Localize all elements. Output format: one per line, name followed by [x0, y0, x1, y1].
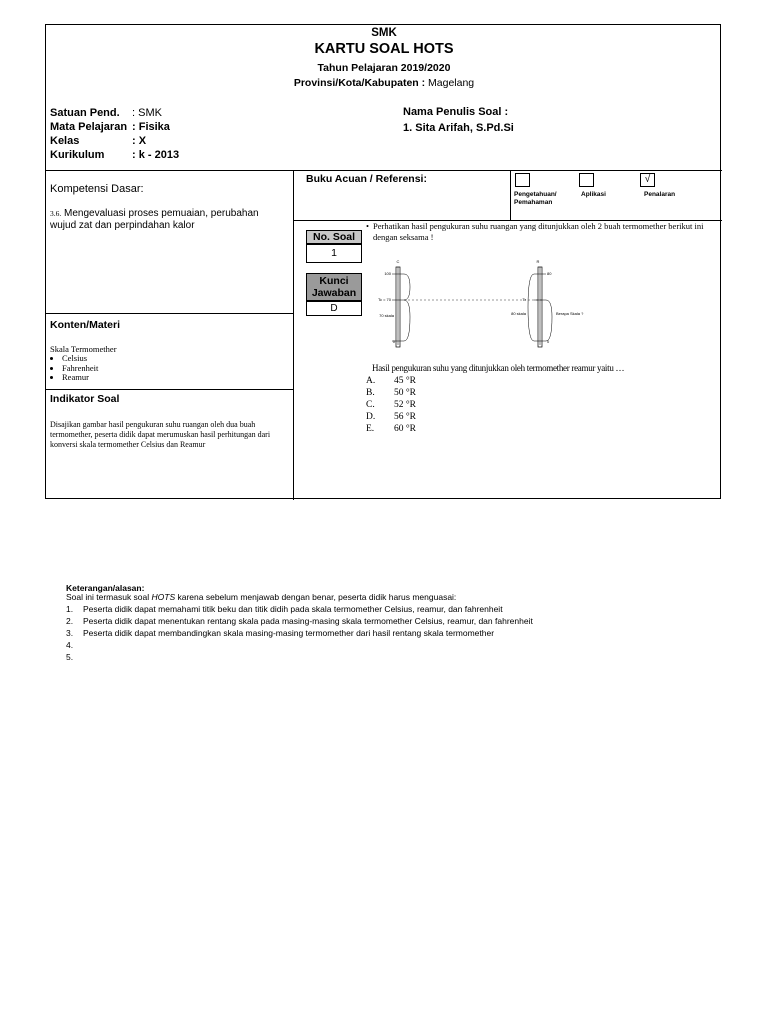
list-item — [66, 603, 533, 615]
celsius-label: C — [396, 259, 400, 264]
option-letter: D. — [366, 412, 376, 422]
option-letter: A. — [366, 376, 376, 386]
question-card — [45, 24, 721, 499]
konten-title: Skala Termomether — [50, 344, 117, 354]
option-letter: B. — [366, 388, 375, 398]
item-number: 4. — [66, 640, 74, 650]
meta-value: : X — [132, 135, 147, 147]
list-item — [66, 651, 533, 663]
option-d[interactable] — [366, 411, 416, 423]
kunci-value: D — [306, 301, 362, 316]
option-b[interactable] — [366, 387, 416, 399]
option-letter: E. — [366, 424, 375, 434]
option-text: 50 °R — [394, 388, 417, 398]
meta-row — [50, 120, 179, 134]
meta-label: Mata Pelajaran — [50, 121, 128, 133]
card-title: KARTU SOAL HOTS — [314, 41, 454, 57]
reamur-bottom-label: 0 — [547, 339, 550, 344]
question-prompt: Hasil pengukuran suhu yang ditunjukkan oleh termomether reamur yaitu … — [372, 363, 625, 373]
option-text: 45 °R — [394, 376, 417, 386]
meta-label: Kelas — [50, 135, 80, 147]
keterangan-intro — [66, 592, 456, 603]
meta-label: Kurikulum — [50, 149, 105, 161]
list-item — [66, 627, 533, 639]
level-checkbox-penalaran[interactable]: √ — [640, 173, 655, 187]
kd-body — [50, 208, 285, 232]
keterangan-intro-pre: Soal ini termasuk soal — [66, 592, 152, 602]
celsius-mark-label: Tc = 70 — [377, 297, 391, 302]
author-value: 1. Sita Arifah, S.Pd.Si — [403, 122, 514, 134]
figure-question-label: Berapa Skala ? — [556, 311, 584, 316]
reamur-mark-label: Tr — [522, 297, 526, 302]
item-text: Peserta didik dapat membandingkan skala masing-masing termomether dari hasil rentang skala termomether — [83, 628, 495, 638]
item-text: Peserta didik dapat menentukan rentang skala pada masing-masing skala termomether Celsius, reamur, dan fahrenheit — [83, 616, 533, 626]
item-text: Peserta didik dapat memahami titik beku dan titik didih pada skala termomether Celsius, reamur, dan fahrenheit — [83, 604, 503, 614]
divider-konten — [46, 313, 293, 314]
question-intro — [366, 221, 718, 243]
option-letter: C. — [366, 400, 375, 410]
keterangan-intro-em: HOTS — [151, 592, 176, 602]
list-item: • Celsius — [62, 354, 98, 364]
region-value: Magelang — [425, 77, 475, 89]
kunci-label: Kunci Jawaban — [306, 273, 362, 301]
item-number: 5. — [66, 652, 74, 662]
konten-list — [48, 354, 98, 383]
region-line — [46, 77, 722, 89]
thermometer-figure — [366, 257, 584, 349]
reamur-top-label: 80 — [547, 271, 552, 276]
answer-options — [366, 375, 416, 435]
konten-heading: Konten/Materi — [50, 319, 121, 331]
divider-indikator — [46, 389, 293, 390]
level-checkbox-aplikasi[interactable] — [579, 173, 594, 187]
kd-heading: Kompetensi Dasar: — [50, 183, 144, 195]
meta-row — [50, 134, 179, 148]
meta-value: : k - 2013 — [132, 149, 180, 161]
option-a[interactable] — [366, 375, 416, 387]
item-number: 2. — [66, 616, 74, 626]
bullet-icon: • — [366, 221, 369, 231]
reamur-label: R — [536, 259, 540, 264]
option-c[interactable] — [366, 399, 416, 411]
buku-heading: Buku Acuan / Referensi: — [306, 173, 427, 185]
list-item — [66, 639, 533, 651]
option-e[interactable] — [366, 423, 416, 435]
item-number: 1. — [66, 604, 74, 614]
meta-row — [50, 106, 179, 120]
option-text: 56 °R — [394, 412, 417, 422]
meta-row — [50, 148, 179, 162]
meta-value: : Fisika — [132, 121, 170, 133]
list-item — [66, 615, 533, 627]
celsius-top-label: 100 — [384, 271, 391, 276]
option-text: 60 °R — [394, 424, 417, 434]
author-label: Nama Penulis Soal : — [403, 106, 509, 118]
reamur-span-label: 80 skala — [511, 311, 526, 316]
list-item: • Fahrenheit — [62, 364, 98, 374]
level-label-pengetahuan: Pengetahuan/ Pemahaman — [514, 191, 557, 206]
school-name: SMK — [371, 27, 397, 39]
meta-label: Satuan Pend. — [50, 107, 120, 119]
level-label-penalaran: Penalaran — [644, 191, 676, 198]
kd-number: 3.6. — [50, 209, 62, 218]
divider-levels — [510, 170, 511, 220]
region-label: Provinsi/Kota/Kabupaten : — [293, 77, 426, 89]
option-text: 52 °R — [394, 400, 417, 410]
item-number: 3. — [66, 628, 74, 638]
meta-value: : SMK — [132, 107, 162, 119]
keterangan-heading: Keterangan/alasan: — [66, 583, 145, 593]
keterangan-intro-post: karena sebelum menjawab dengan benar, peserta didik harus menguasai: — [175, 592, 457, 602]
list-item: • Reamur — [62, 373, 98, 383]
celsius-span-label: 70 skala — [379, 313, 394, 318]
no-soal-value: 1 — [306, 244, 362, 263]
meta-table — [50, 106, 179, 162]
indikator-text: Disajikan gambar hasil pengukuran suhu ruangan oleh dua buah termomether, peserta didik dapat merumuskan hasil perhitungan dari konversi skala termomether Celsius dan Reamur — [50, 420, 271, 449]
question-intro-text: Perhatikan hasil pengukuran suhu ruangan yang ditunjukkan oleh 2 buah termomether berikut ini dengan seksama ! — [373, 221, 704, 242]
no-soal-label: No. Soal — [306, 230, 362, 244]
divider-top — [46, 170, 722, 171]
school-year: Tahun Pelajaran 2019/2020 — [317, 62, 451, 74]
indikator-heading: Indikator Soal — [50, 393, 120, 405]
level-label-aplikasi: Aplikasi — [581, 191, 606, 198]
level-checkbox-pengetahuan[interactable] — [515, 173, 530, 187]
kd-text: Mengevaluasi proses pemuaian, perubahan wujud zat dan perpindahan kalor — [50, 208, 259, 231]
keterangan-list — [66, 603, 533, 663]
celsius-bottom-label: 0 — [392, 339, 395, 344]
